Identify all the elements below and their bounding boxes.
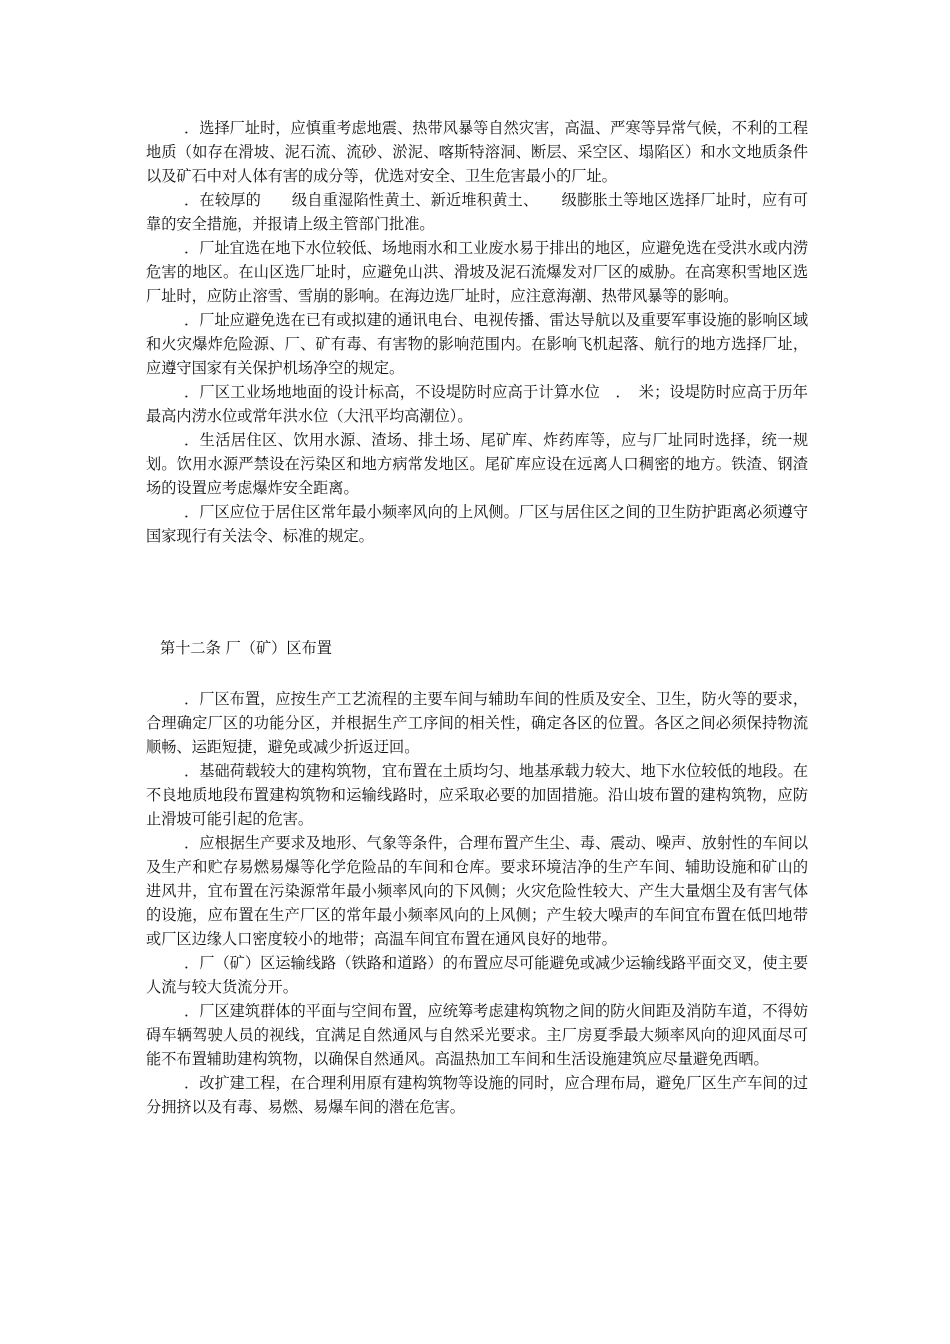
clause-paragraph: ．基础荷载较大的建构筑物，宜布置在土质均匀、地基承载力较大、地下水位较低的地段。在不良地质地段布置建构筑物和运输线路时，应采取必要的加固措施。沿山坡布置的建构筑物，应防止滑坡可能引起的危害。 [146,762,808,828]
clause-paragraph: ．改扩建工程，在合理利用原有建构筑物等设施的同时，应合理布局，避免厂区生产车间的过分拥挤以及有毒、易燃、易爆车间的潜在危害。 [146,1074,808,1116]
clause-paragraph: ．厂址应避免选在已有或拟建的通讯电台、电视传播、雷达导航以及重要军事设施的影响区域和火灾爆炸危险源、厂、矿有毒、有害物的影响范围内。在影响飞机起落、航行的地方选择厂址，应遵守国家有关保护机场净空的规定。 [146,311,808,377]
clause-paragraph: ．生活居住区、饮用水源、渣场、排土场、尾矿库、炸药库等，应与厂址同时选择，统一规划。饮用水源严禁设在污染区和地方病常发地区。尾矿库应设在远离人口稠密的地方。铁渣、钢渣场的设置应考虑爆炸安全距离。 [146,431,808,497]
clause-paragraph: ．在较厚的 级自重湿陷性黄土、新近堆积黄土、 级膨胀土等地区选择厂址时，应有可靠的安全措施，并报请上级主管部门批准。 [146,191,808,233]
layout-clauses [146,687,808,1119]
clause-paragraph: ．厂区工业场地地面的设计标高，不设堤防时应高于计算水位 ． 米；设堤防时应高于历年最高内涝水位或常年洪水位（大汛平均高潮位）。 [146,383,808,425]
clause-paragraph: ．厂区建筑群体的平面与空间布置，应统筹考虑建构筑物之间的防火间距及消防车道，不得妨碍车辆驾驶人员的视线，宜满足自然通风与自然采光要求。主厂房夏季最大频率风向的迎风面尽可能不布置辅助建构筑物，以确保自然通风。高温热加工车间和生活设施建筑应尽量避免西晒。 [146,1002,808,1068]
clause-paragraph: ．厂址宜选在地下水位较低、场地雨水和工业废水易于排出的地区，应避免选在受洪水或内涝危害的地区。在山区选厂址时，应避免山洪、滑坡及泥石流爆发对厂区的威胁。在高寒积雪地区选厂址时，应防止溶雪、雪崩的影响。在海边选厂址时，应注意海潮、热带风暴等的影响。 [146,239,808,305]
clause-paragraph: ．选择厂址时，应慎重考虑地震、热带风暴等自然灾害，高温、严寒等异常气候，不利的工程地质（如存在滑坡、泥石流、流砂、淤泥、喀斯特溶洞、断层、采空区、塌陷区）和水文地质条件以及矿石中对人体有害的成分等，优选对安全、卫生危害最小的厂址。 [146,119,808,185]
clause-paragraph: ．厂（矿）区运输线路（铁路和道路）的布置应尽可能避免或减少运输线路平面交叉，使主要人流与较大货流分开。 [146,954,808,996]
section-heading: 第十二条 厂（矿）区布置 [160,639,332,657]
clause-paragraph: ．厂区应位于居住区常年最小频率风向的上风侧。厂区与居住区之间的卫生防护距离必须遵守国家现行有关法令、标准的规定。 [146,503,808,545]
clause-paragraph: ．厂区布置，应按生产工艺流程的主要车间与辅助车间的性质及安全、卫生，防火等的要求，合理确定厂区的功能分区，并根据生产工序间的相关性，确定各区的位置。各区之间必须保持物流顺畅、运距短捷，避免或减少折返迂回。 [146,690,808,756]
clause-paragraph: ．应根据生产要求及地形、气象等条件，合理布置产生尘、毒、震动、噪声、放射性的车间以及生产和贮存易燃易爆等化学危险品的车间和仓库。要求环境洁净的生产车间、辅助设施和矿山的进风井，宜布置在污染源常年最小频率风向的下风侧；火灾危险性较大、产生大量烟尘及有害气体的设施，应布置在生产厂区的常年最小频率风向的上风侧；产生较大噪声的车间宜布置在低凹地带或厂区边缘人口密度较小的地带；高温车间宜布置在通风良好的地带。 [146,834,808,948]
site-selection-clauses [146,116,808,548]
